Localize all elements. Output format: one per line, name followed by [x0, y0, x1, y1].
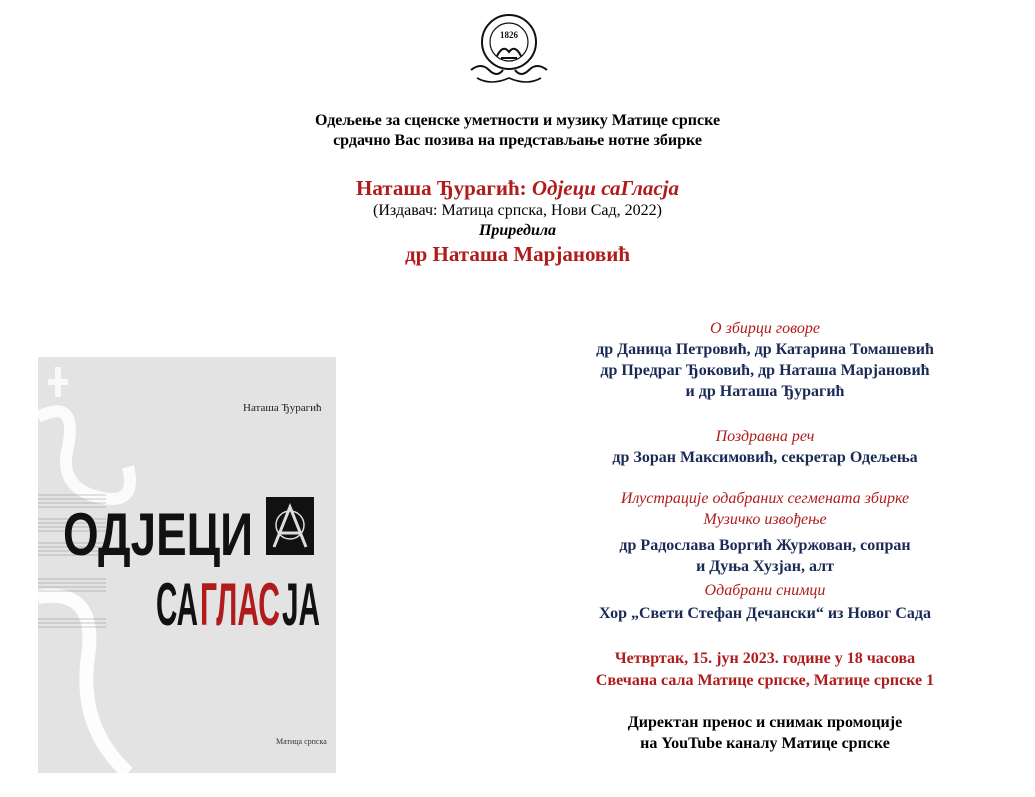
logo-year: 1826: [500, 30, 518, 40]
cover-artwork: [38, 357, 336, 773]
stream-line-1: Директан пренос и снимак промоције: [627, 714, 903, 731]
book-block: [0, 175, 1035, 267]
matica-srpska-logo: [467, 8, 551, 88]
speaker-line-3: и др Наташа Ђурагић: [685, 383, 845, 400]
stream-block: [540, 712, 990, 754]
speakers-list: [540, 339, 990, 402]
book-title-line: [0, 175, 1035, 201]
music-label: Музичко извођење: [703, 511, 827, 528]
choir: Хор „Свети Стефан Дечански“ из Новог Сада: [599, 605, 931, 622]
header-line-1: Одељење за сценске уметности и музику Матице српске: [314, 112, 721, 129]
header-block: [0, 111, 1035, 151]
book-title: Одјеци саГласја: [531, 176, 679, 200]
book-author: Наташа Ђурагић:: [356, 176, 532, 200]
cover-publisher: Матица српска: [276, 737, 327, 746]
cover-title-line-1: ОДЈЕЦИ: [63, 501, 253, 568]
event-date: Четвртак, 15. јун 2023. године у 18 часова: [614, 650, 916, 667]
book-cover: [38, 357, 336, 773]
stream-line-2: на YouTube каналу Матице српске: [640, 735, 890, 752]
illustrations-label: Илустрације одабраних сегмената збирке: [620, 490, 910, 507]
recordings-label: Одабрани снимци: [704, 582, 826, 599]
performer-line-1: др Радослава Воргић Журжован, сопран: [619, 537, 911, 554]
edited-label: Приредила: [478, 222, 557, 239]
event-venue: Свечана сала Матице српске, Матице српске 1: [595, 672, 935, 689]
performers-list: [540, 535, 990, 577]
book-publisher: (Издавач: Матица српска, Нови Сад, 2022): [373, 202, 662, 219]
cover-title-line-2a: СА: [156, 571, 198, 638]
cover-title-line-2b: ГЛАС: [200, 571, 280, 638]
cover-title-line-2c: ЈА: [282, 571, 320, 638]
greeting-speaker: др Зоран Максимовић, секретар Одељења: [612, 449, 918, 466]
speaker-line-2: др Предраг Ђоковић, др Наташа Марјановић: [600, 362, 930, 379]
speaker-line-1: др Даница Петровић, др Катарина Томашевић: [596, 341, 934, 358]
performer-line-2: и Дуња Хузјан, алт: [696, 558, 834, 575]
greeting-label: Поздравна реч: [715, 428, 815, 445]
book-editor: др Наташа Марјановић: [404, 242, 631, 266]
cover-author: Наташа Ђурагић: [243, 402, 322, 414]
header-line-2: срдачно Вас позива на представљање нотне збирке: [333, 132, 702, 149]
speakers-label: О збирци говоре: [710, 320, 820, 337]
